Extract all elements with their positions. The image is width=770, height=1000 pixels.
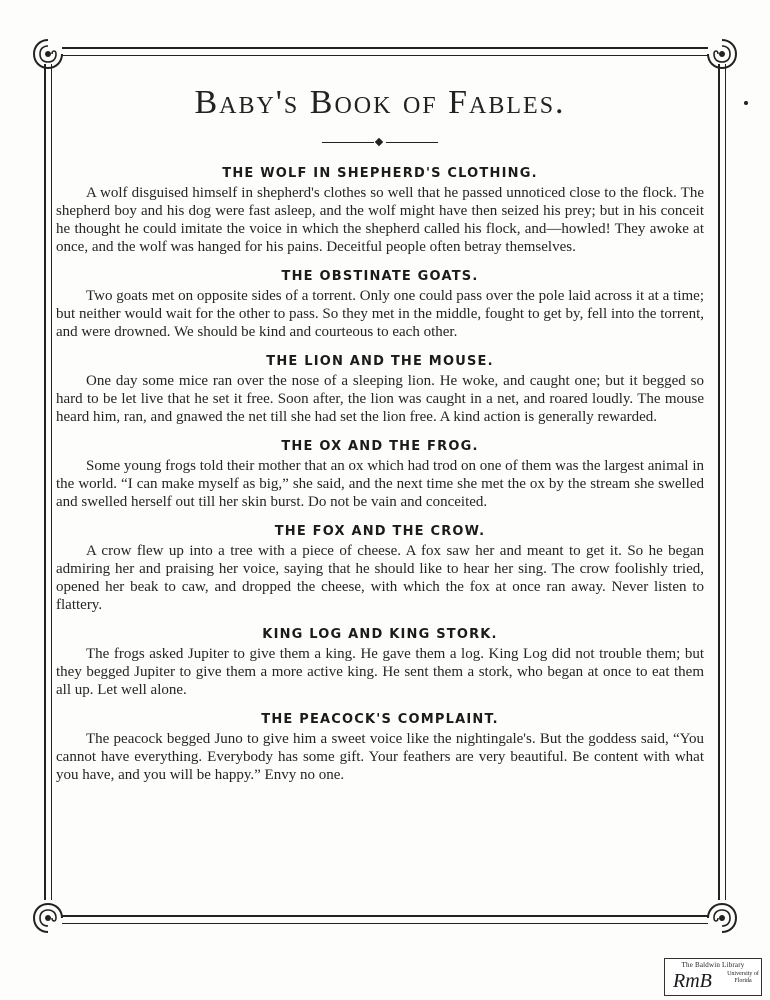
corner-ornament-bottom-left [30,900,66,936]
fable-title: THE LION AND THE MOUSE. [266,354,494,369]
fable-body: The frogs asked Jupiter to give them a king. He gave them a log. King Log did not trouble them; but they begged Jupiter to give them a more active king. He sent them a stork, who began at once to eat them all up. Let well alone. [56,646,704,698]
fable [56,269,704,341]
frame-right-rule [718,64,726,900]
corner-ornament-top-left [30,36,66,72]
title-divider-ornament [322,138,438,148]
fable-body: Some young frogs told their mother that an ox which had trod on one of them was the largest animal in the world. “I can make myself as big,” she said, and the next time she met the ox by the stream she swelled and swelled herself out till her skin burst. Do not be vain and conceited. [56,458,704,510]
fable [56,627,704,699]
frame-top-rule [62,47,708,56]
fable-body: A crow flew up into a tree with a piece of cheese. A fox saw her and meant to get it. So he began admiring her and praising her voice, saying that he should like to hear her sing. The crow foolishly tried, opened her beak to caw, and dropped the cheese, with which the fox at once ran away. Never listen to flattery. [56,543,704,613]
fable [56,524,704,614]
ink-speck [744,101,748,105]
fable [56,439,704,511]
corner-ornament-top-right [704,36,740,72]
fable-title: THE WOLF IN SHEPHERD'S CLOTHING. [222,166,538,181]
fable [56,354,704,426]
fable-body: Two goats met on opposite sides of a torrent. Only one could pass over the pole laid across it at a time; but neither would wait for the other to pass. So they met in the middle, fought to get by, fell into the torrent, and were drowned. We should be kind and courteous to each other. [56,288,704,340]
fable-title: KING LOG AND KING STORK. [262,627,498,642]
fable-title: THE PEACOCK'S COMPLAINT. [261,712,499,727]
frame-bottom-rule [62,915,708,924]
stamp-monogram: RmB [673,970,712,992]
fable-body: A wolf disguised himself in shepherd's clothes so well that he passed unnoticed close to the flock. The shepherd boy and his dog were fast asleep, and the wolf might have then seized his prey; but in his conceit he thought he could imitate the voice in which the shepherd called his flock, and—howled! They awoke at once, and the wolf was hanged for his pains. Deceitful people often betray themselves. [56,185,704,255]
page-title: Baby's Book of Fables. [194,84,566,121]
frame-left-rule [44,64,52,900]
fable-body: One day some mice ran over the nose of a sleeping lion. He woke, and caught one; but it begged so hard to be let live that he set it free. Soon after, the lion was caught in a net, and roared loudly. The mouse heard him, ran, and gnawed the net till she had set the lion free. A kind action is generally rewarded. [56,373,704,425]
fable-title: THE OX AND THE FROG. [281,439,479,454]
library-stamp [664,958,762,996]
page-content [56,80,704,797]
fable-body: The peacock begged Juno to give him a sweet voice like the nightingale's. But the goddess said, “You cannot have everything. Everybody has some gift. Your feathers are very beautiful. Be content with what you have, and you will be happy.” Envy no one. [56,731,704,783]
fable [56,166,704,256]
stamp-library-name: The Baldwin Library [681,961,745,969]
fable-title: THE FOX AND THE CROW. [274,524,486,539]
stamp-university: University of Florida [727,971,759,984]
corner-ornament-bottom-right [704,900,740,936]
fable [56,712,704,784]
fable-title: THE OBSTINATE GOATS. [281,269,479,284]
